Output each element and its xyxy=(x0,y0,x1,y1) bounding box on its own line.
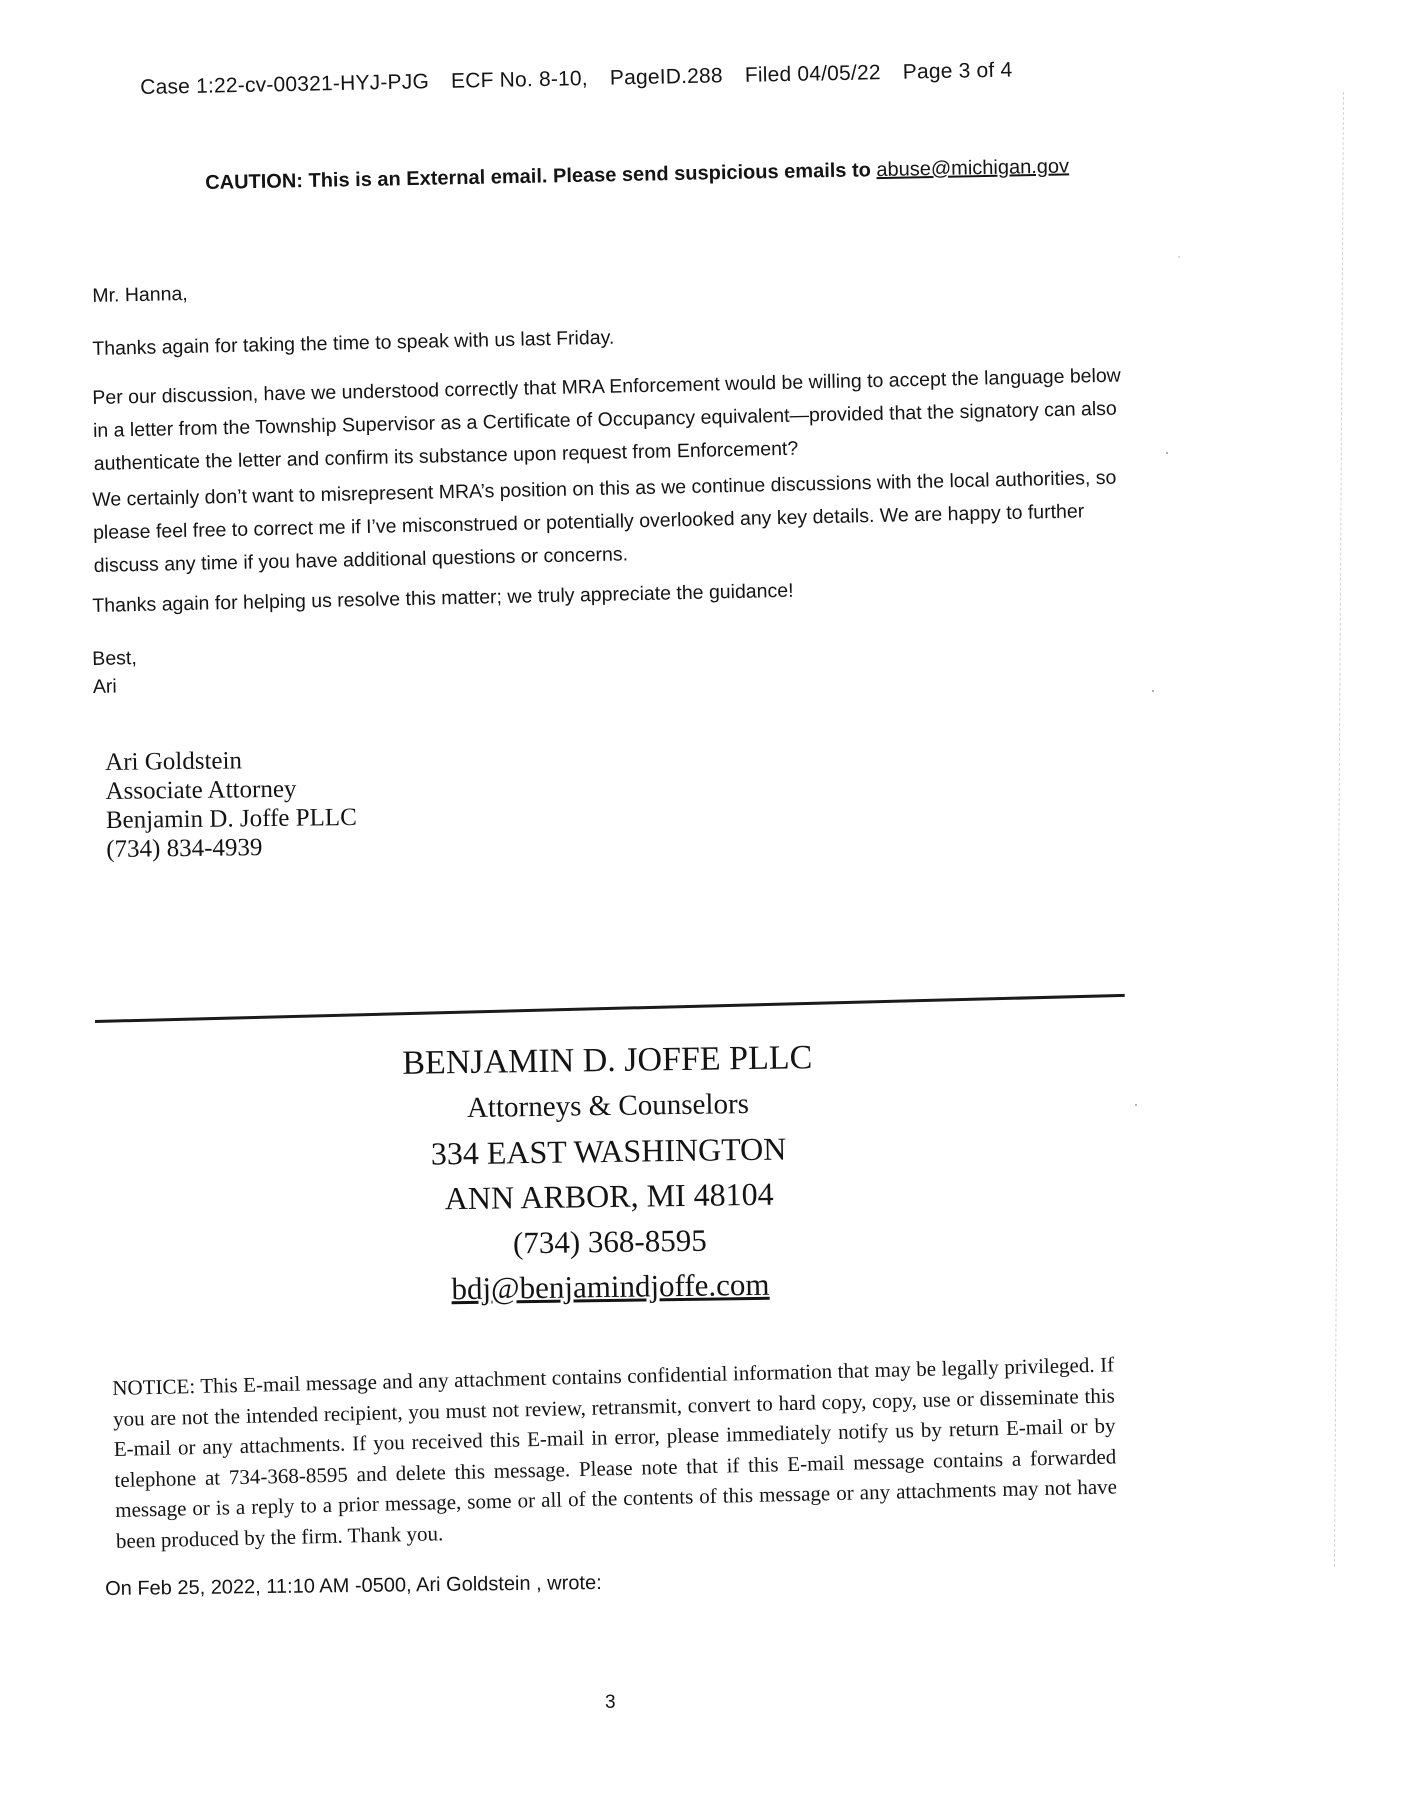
email-closing: Best, Ari xyxy=(92,647,137,698)
email-paragraph-position: We certainly don’t want to misrepresent MRA’s position on this as we continue discussions with the local authorities, so please feel free to correct me if I’ve misconstrued or potentially overlooked any key details. We are happy to further discuss any time if you have additional questions or concerns. xyxy=(92,466,1117,577)
letterhead-phone: (734) 368-8595 xyxy=(512,1222,707,1261)
email-paragraph-discussion: Per our discussion, have we understood correctly that MRA Enforcement would be willing to accept the language below in a letter from the Township Supervisor as a Certificate of Occupancy equivalent—provided that the signatory can also authenticate the letter and confirm its substance upon request from Enforcement? xyxy=(92,364,1122,475)
scan-speck xyxy=(1166,452,1168,454)
confidentiality-notice: NOTICE: This E-mail message and any attachment contains confidential information that may be legally privileged. If you are not the intended recipient, you must not review, retransmit, convert to hard copy, copy, use or disseminate this E-mail or any attachments. If you received this E-mail in error, please immediately notify us by return E-mail or by telephone at 734-368-8595 and delete this message. Please note that if this E-mail message contains a forwarded message or is a reply to a prior message, some or all of the contents of this message or any attachments may not have been produced by the firm. Thank you. xyxy=(112,1352,1118,1553)
email-paragraph-thanks: Thanks again for taking the time to speak with us last Friday. xyxy=(92,326,615,360)
scan-speck xyxy=(1135,1104,1137,1106)
signature-phone: (734) 834-4939 xyxy=(106,834,263,863)
case-number: Case 1:22-cv-00321-HYJ-PJG xyxy=(140,70,430,99)
signature-block xyxy=(105,745,357,864)
email-salutation: Mr. Hanna, xyxy=(92,282,188,307)
ecf-number: ECF No. 8-10, xyxy=(450,67,589,93)
firm-letterhead xyxy=(247,1033,971,1315)
page-id: PageID.288 xyxy=(609,64,724,90)
court-filing-header xyxy=(140,58,1029,100)
signature-name: Ari Goldstein xyxy=(105,747,243,776)
signature-title: Associate Attorney xyxy=(105,775,297,805)
letterhead-email-link[interactable]: bdj@benjamindjoffe.com xyxy=(451,1266,770,1307)
letterhead-city: ANN ARBOR, MI 48104 xyxy=(444,1175,774,1217)
scan-speck xyxy=(1178,256,1180,258)
caution-text: CAUTION: This is an External email. Please send suspicious emails to xyxy=(205,159,877,194)
signature-divider-rule xyxy=(95,994,1125,1023)
external-email-caution xyxy=(205,155,1069,195)
signature-firm: Benjamin D. Joffe PLLC xyxy=(105,803,357,834)
letterhead-firm-name: BENJAMIN D. JOFFE PLLC xyxy=(402,1039,813,1082)
page-number: 3 xyxy=(605,1692,616,1713)
letterhead-street: 334 EAST WASHINGTON xyxy=(430,1130,787,1172)
page-of: Page 3 of 4 xyxy=(902,58,1013,84)
scan-speck xyxy=(1152,690,1154,692)
filed-date: Filed 04/05/22 xyxy=(744,61,881,87)
letterhead-tagline: Attorneys & Counselors xyxy=(466,1088,750,1124)
quoted-reply-header: On Feb 25, 2022, 11:10 AM -0500, Ari Goldstein , wrote: xyxy=(105,1571,602,1600)
scan-artifact-line xyxy=(1334,92,1344,1567)
abuse-email-link[interactable]: abuse@michigan.gov xyxy=(876,155,1070,182)
email-paragraph-guidance: Thanks again for helping us resolve this matter; we truly appreciate the guidance! xyxy=(92,579,794,617)
